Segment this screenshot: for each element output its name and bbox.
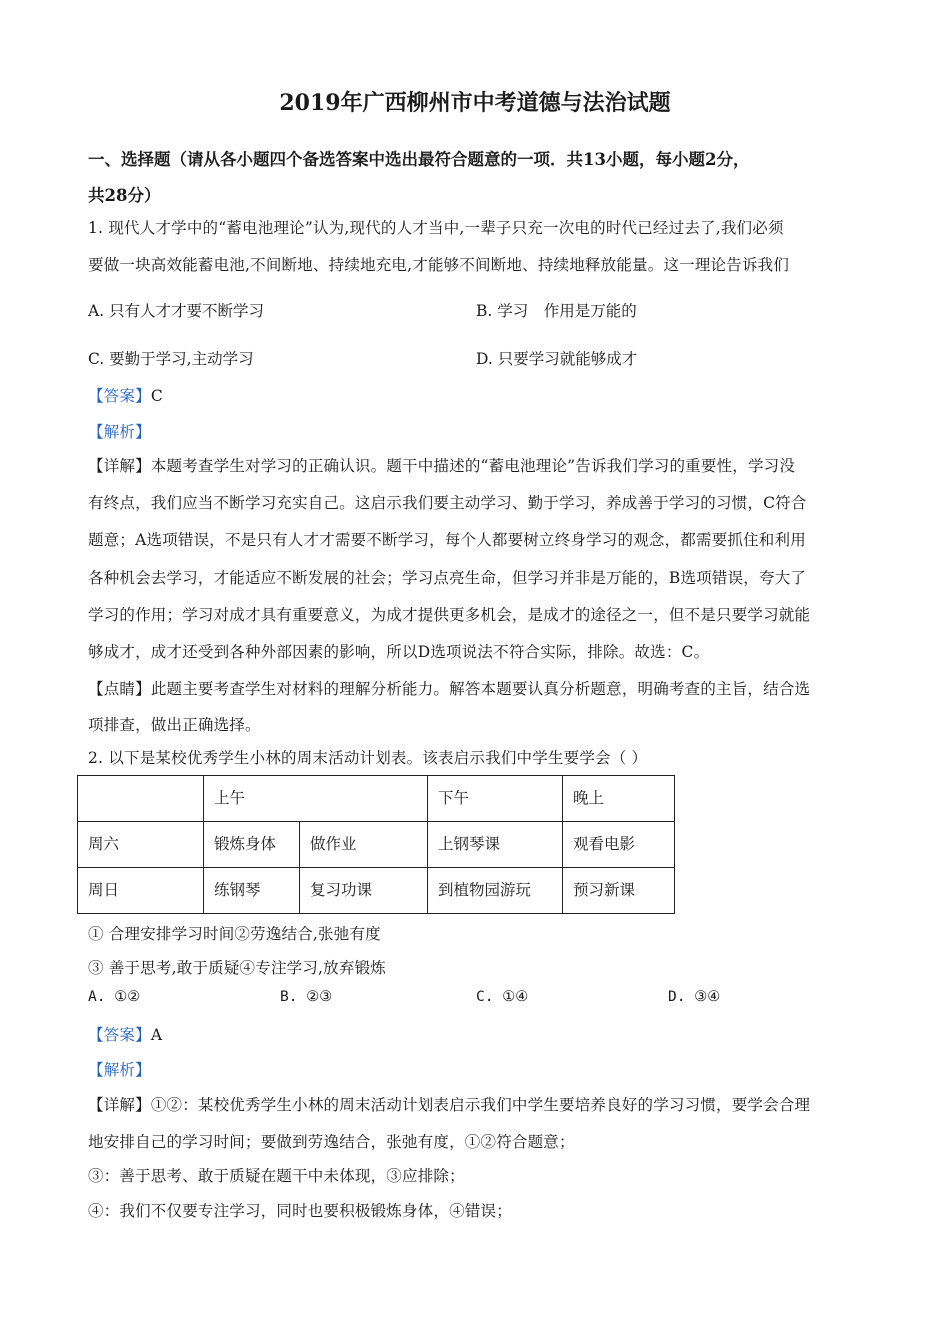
q2-items-line2: ③ 善于思考,敢于质疑④专注学习,放弃锻炼: [88, 959, 386, 977]
table-row: [78, 868, 675, 914]
detail-tag: 【详解】: [88, 1096, 151, 1114]
q1-answer: [88, 384, 163, 406]
q2-detail-line3: ③：善于思考、敢于质疑在题干中未体现，③应排除；: [88, 1167, 465, 1185]
q1-option-c: C. 要勤于学习,主动学习: [88, 350, 254, 368]
q2-detail-line4: ④：我们不仅要专注学习，同时也要积极锻炼身体，④错误；: [88, 1202, 512, 1220]
table-cell: 做作业: [300, 822, 428, 868]
table-header-row: [78, 776, 675, 822]
weekend-plan-table: [77, 775, 675, 914]
q1-analysis-tag: 【解析】: [88, 423, 151, 441]
table-cell: 周六: [78, 822, 204, 868]
table-cell: 周日: [78, 868, 204, 914]
table-cell: 上钢琴课: [428, 822, 563, 868]
answer-tag: 【答案】: [88, 1026, 151, 1044]
section-heading-line1: 一、选择题（请从各小题四个备选答案中选出最符合题意的一项．共13小题，每小题2分，: [88, 150, 750, 169]
q2-option-a: A. ①②: [88, 989, 141, 1005]
q1-option-b: B. 学习 作用是万能的: [476, 302, 637, 320]
table-row: [78, 822, 675, 868]
q2-detail-line2: 地安排自己的学习时间；要做到劳逸结合，张弛有度，①②符合题意；: [88, 1133, 575, 1151]
q1-point-line1: 【点睛】此题主要考查学生对材料的理解分析能力。解答本题要认真分析题意，明确考查的主旨，结合选: [88, 680, 811, 698]
detail-tag: 【详解】: [88, 457, 151, 475]
q2-option-d: D. ③④: [668, 989, 721, 1005]
q1-option-d: D. 只要学习就能够成才: [476, 350, 638, 368]
q1-detail-line2: 有终点，我们应当不断学习充实自己。这启示我们要主动学习、勤于学习，养成善于学习的习惯，C符合: [88, 494, 807, 512]
table-header-evening: 晚上: [563, 776, 675, 822]
table-header-afternoon: 下午: [428, 776, 563, 822]
q1-stem-line1: 1. 现代人才学中的“蓄电池理论”认为,现代的人才当中,一辈子只充一次电的时代已经过去了,我们必须: [88, 219, 784, 237]
q2-answer: [88, 1023, 162, 1045]
table-cell: 锻炼身体: [204, 822, 300, 868]
q2-analysis-tag: 【解析】: [88, 1061, 151, 1079]
answer-value: C: [150, 387, 163, 405]
q1-detail-line3: 题意；A选项错误，不是只有人才才需要不断学习，每个人都要树立终身学习的观念，都需要抓住和利用: [88, 531, 806, 549]
q1-option-a: A. 只有人才才要不断学习: [88, 302, 265, 320]
point-tag: 【点睛】: [88, 680, 151, 698]
q1-stem-line2: 要做一块高效能蓄电池,不间断地、持续地充电,才能够不间断地、持续地释放能量。这一理论告诉我们: [88, 256, 790, 274]
q1-detail-line6: 够成才，成才还受到各种外部因素的影响，所以D选项说法不符合实际，排除。故选：C。: [88, 643, 710, 661]
table-header-morning: 上午: [204, 776, 428, 822]
q2-detail-line1: 【详解】①②：某校优秀学生小林的周末活动计划表启示我们中学生要培养良好的学习习惯，要学会合理: [88, 1096, 811, 1114]
q1-point-line2: 项排查，做出正确选择。: [88, 716, 261, 734]
q2-option-b: B. ②③: [280, 989, 333, 1005]
section-heading-line2: 共28分）: [88, 186, 161, 205]
q1-detail-line4: 各种机会去学习，才能适应不断发展的社会；学习点亮生命，但学习并非是万能的，B选项错误，夸大了: [88, 569, 807, 587]
table-cell: 复习功课: [300, 868, 428, 914]
q2-option-c: C. ①④: [476, 989, 529, 1005]
page-title: 2019年广西柳州市中考道德与法治试题: [279, 90, 671, 116]
answer-value: A: [150, 1026, 163, 1044]
table-cell: 练钢琴: [204, 868, 300, 914]
table-cell: 到植物园游玩: [428, 868, 563, 914]
q2-items-line1: ① 合理安排学习时间②劳逸结合,张弛有度: [88, 925, 381, 943]
q2-stem: 2. 以下是某校优秀学生小林的周末活动计划表。该表启示我们中学生要学会（ ）: [88, 749, 648, 767]
q1-detail-line5: 学习的作用；学习对成才具有重要意义，为成才提供更多机会，是成才的途径之一，但不是只要学习就能: [88, 606, 811, 624]
table-cell: [78, 776, 204, 822]
table-cell: 预习新课: [563, 868, 675, 914]
table-cell: 观看电影: [563, 822, 675, 868]
q1-detail-line1: 【详解】本题考查学生对学习的正确认识。题干中描述的“蓄电池理论”告诉我们学习的重要性，学习没: [88, 457, 796, 475]
answer-tag: 【答案】: [88, 387, 151, 405]
